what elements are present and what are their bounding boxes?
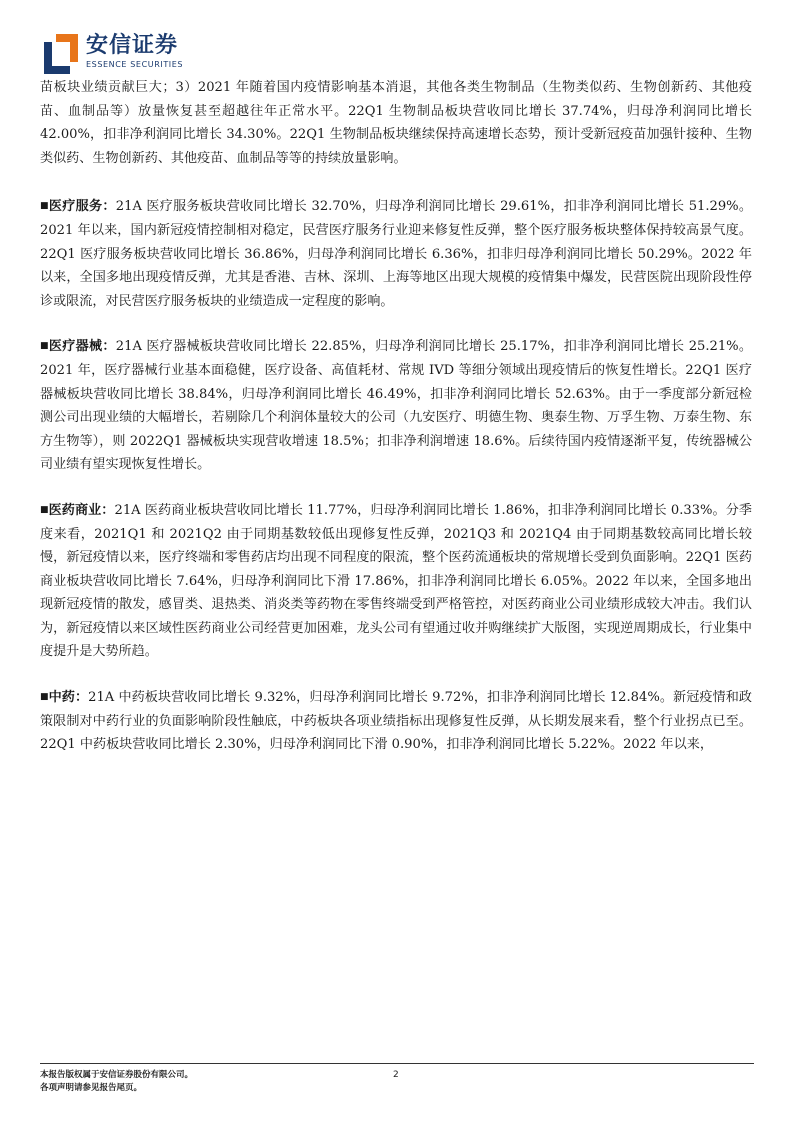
footer-disclaimer bbox=[40, 1069, 193, 1095]
report-header bbox=[44, 34, 183, 74]
logo-english-name: ESSENCE SECURITIES bbox=[86, 60, 184, 69]
paragraph-text: 21A 中药板块营收同比增长 9.32%，归母净利润同比增长 9.72%，扣非净利润同比增长 12.84%。新冠疫情和政策限制对中药行业的负面影响阶段性触底，中药板块各项业绩指标出现修复性反弹，从长期发展来看，整个行业拐点已至。22Q1 中药板块营收同比增长 2.30%，归母净利润同比下滑 0.90%，扣非净利润同比增长 5.22%。2022 年以来， bbox=[40, 690, 752, 753]
footer-disclosure-note: 各项声明请参见报告尾页。 bbox=[40, 1083, 143, 1093]
section-heading: 医疗服务： bbox=[48, 199, 116, 215]
section-heading: 医疗器械： bbox=[48, 339, 116, 355]
page-number: 2 bbox=[393, 1070, 399, 1080]
bullet-square-icon: ■ bbox=[40, 692, 49, 703]
section-heading: 中药： bbox=[48, 690, 89, 706]
paragraph-biologics bbox=[40, 76, 752, 170]
paragraph-text: 苗板块业绩贡献巨大；3）2021 年随着国内疫情影响基本消退，其他各类生物制品（生物类似药、生物创新药、其他疫苗、血制品等）放量恢复甚至超越往年正常水平。22Q1 生物制品板块营收同比增长 37.74%，归母净利润同比增长 42.00%，扣非净利润同比增长 34.30%。22Q1 生物制品板块继续保持高速增长态势，预计受新冠疫苗加强针接种、生物类似药、生物创新药、其他疫苗、血制品等等的持续放量影响。 bbox=[40, 80, 752, 166]
footer-copyright: 本报告版权属于安信证券股份有限公司。 bbox=[40, 1070, 194, 1080]
logo-text bbox=[86, 34, 183, 70]
paragraph-text: 21A 医药商业板块营收同比增长 11.77%，归母净利润同比增长 1.86%，扣非净利润同比增长 0.33%。分季度来看，2021Q1 和 2021Q2 由于同期基数较低出现修复性反弹，2021Q3 和 2021Q4 由于同期基数较高同比增长较慢，新冠疫情以来，医疗终端和零售药店均出现不同程度的限流，整个医药流通板块的常规增长受到负面影响。22Q1 医药商业板块营收同比增长 7.64%，归母净利润同比下滑 17.86%，扣非净利润同比增长 6.05%。2022 年以来，全国多地出现新冠疫情的散发，感冒类、退热类、消炎类等药物在零售终端受到严格管控，对医药商业公司业绩形成较大冲击。我们认为，新冠疫情以来区域性医药商业公司经营更加困难，龙头公司有望通过收并购继续扩大版图，实现逆周期成长，行业集中度提升是大势所趋。 bbox=[40, 502, 753, 660]
section-heading: 医药商业： bbox=[48, 502, 115, 518]
paragraph-medical-devices bbox=[40, 335, 752, 477]
paragraph-tcm bbox=[40, 686, 752, 757]
report-body bbox=[40, 76, 752, 779]
essence-logo-icon bbox=[44, 34, 78, 74]
paragraph-pharma-commerce bbox=[40, 499, 752, 664]
paragraph-text: 21A 医疗器械板块营收同比增长 22.85%，归母净利润同比增长 25.17%，扣非净利润同比增长 25.21%。2021 年，医疗器械行业基本面稳健，医疗设备、高值耗材、常规 IVD 等细分领域出现疫情后的恢复性增长。22Q1 医疗器械板块营收同比增长 38.84%，归母净利润同比增长 46.49%，扣非净利润同比增长 52.63%。由于一季度部分新冠检测公司出现业绩的大幅增长，若剔除几个利润体量较大的公司（九安医疗、明德生物、奥泰生物、万孚生物、万泰生物、东方生物等），则 2022Q1 器械板块实现营收增速 18.5%；扣非净利润增速 18.6%。后续待国内疫情逐渐平复，传统器械公司业绩有望实现恢复性增长。 bbox=[40, 339, 753, 473]
paragraph-medical-services bbox=[40, 195, 752, 313]
bullet-square-icon: ■ bbox=[40, 341, 49, 352]
paragraph-text: 21A 医疗服务板块营收同比增长 32.70%，归母净利润同比增长 29.61%，扣非净利润同比增长 51.29%。2021 年以来，国内新冠疫情控制相对稳定，民营医疗服务行业迎来修复性反弹，整个医疗服务板块整体保持较高景气度。22Q1 医疗服务板块营收同比增长 36.86%，归母净利润同比增长 6.36%，扣非归母净利润同比增长 50.29%。2022 年以来，全国多地出现疫情反弹，尤其是香港、吉林、深圳、上海等地区出现大规模的疫情集中爆发，民营医院出现阶段性停诊或限流，对民营医疗服务板块的业绩造成一定程度的影响。 bbox=[40, 199, 753, 309]
footer-divider bbox=[40, 1063, 754, 1064]
bullet-square-icon: ■ bbox=[40, 504, 49, 515]
logo-chinese-name: 安信证券 bbox=[86, 33, 179, 58]
bullet-square-icon: ■ bbox=[40, 201, 49, 212]
